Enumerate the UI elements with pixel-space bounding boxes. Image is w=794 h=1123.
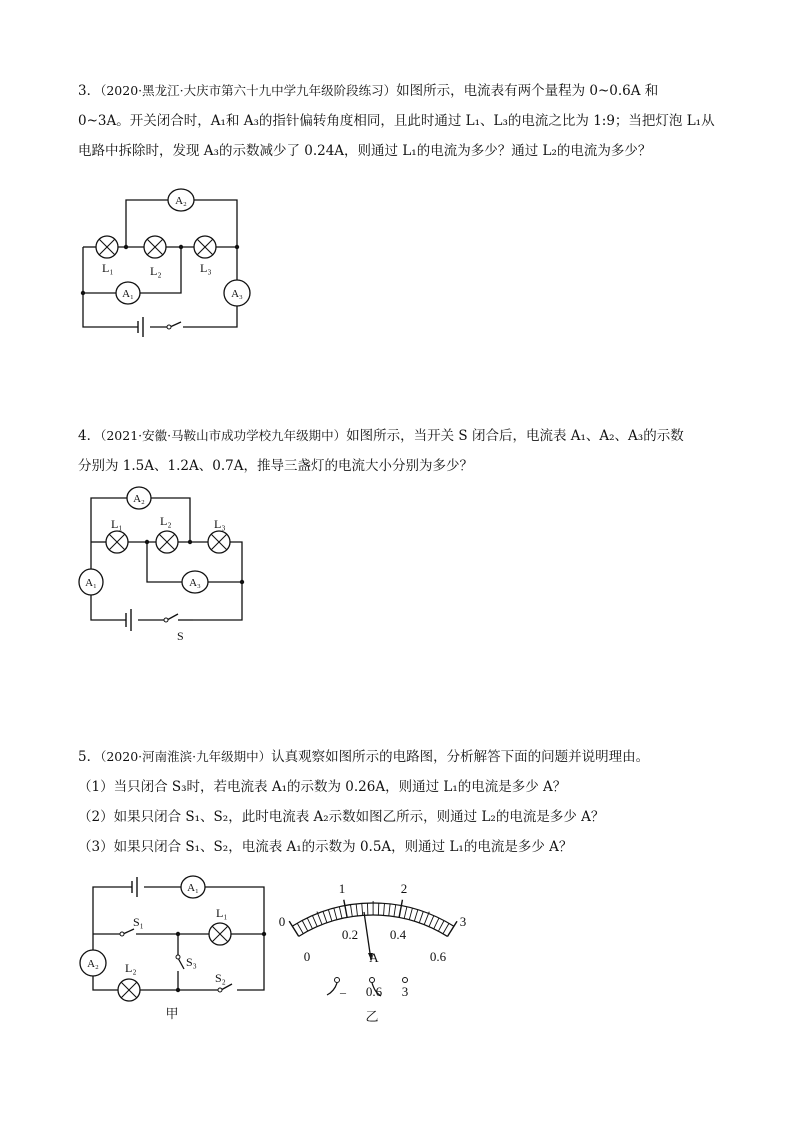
question-4-line-1: 4．（2021·安徽·马鞍山市成功学校九年级期中）如图所示，当开关 S 闭合后，电流表 A₁、A₂、A₃的示数 <box>78 428 684 444</box>
dial-tick <box>443 923 449 933</box>
question-5-subquestion-1: （1）当只闭合 S₃时，若电流表 A₁的示数为 0.26A，则通过 L₁的电流是多少 A？ <box>78 779 567 795</box>
terminal-negative: – <box>340 985 346 999</box>
inner-scale-0: 0 <box>303 949 311 964</box>
question-4-line-2: 分别为 1.5A、1.2A、0.7A，推导三盏灯的电流大小分别为多少？ <box>78 458 473 474</box>
label-a1: A₁ <box>122 288 134 300</box>
label-l1: L₁ <box>216 906 228 920</box>
label-s1: S₁ <box>133 915 144 929</box>
dial-tick <box>404 907 407 919</box>
outer-scale-0: 0 <box>278 914 286 929</box>
inner-scale-0-6: 0.6 <box>429 949 447 964</box>
dial-tick <box>356 904 357 916</box>
question-5-subquestion-3: （3）如果只闭合 S₁、S₂，电流表 A₁的示数为 0.5A，则通过 L₁的电流是多少 A？ <box>78 839 573 855</box>
dial-tick <box>312 916 317 927</box>
dial-tick <box>394 905 396 917</box>
label-l1: L₁ <box>111 517 123 531</box>
label-a1: A₁ <box>187 882 199 894</box>
dial-tick <box>424 912 429 925</box>
dial-tick <box>419 912 423 923</box>
question-5-line-1: 5．（2020·河南淮滨·九年级期中）认真观察如图所示的电路图，分析解答下面的问题并说明理由。 <box>78 749 650 765</box>
dial-tick <box>389 904 390 916</box>
dial-tick <box>302 920 308 931</box>
dial-tick <box>414 910 418 921</box>
label-s3: S₃ <box>186 955 197 969</box>
label-l1: L₁ <box>102 261 114 275</box>
dial-arc <box>299 915 448 936</box>
dial-tick <box>384 903 385 915</box>
dial-tick <box>334 908 337 920</box>
dial-tick <box>351 905 353 917</box>
dial-tick <box>317 912 322 925</box>
dial-tick <box>328 910 332 921</box>
inner-scale-0-2: 0.2 <box>341 927 359 942</box>
label-a2: A₂ <box>175 195 187 207</box>
dial-tick <box>429 916 434 927</box>
figure-caption-jia: 甲 <box>165 1006 179 1021</box>
dial-tick <box>297 923 303 933</box>
dial-tick <box>434 918 439 929</box>
dial-scale-ticks <box>289 900 457 937</box>
dial-unit: A <box>369 950 379 965</box>
label-l2: L₂ <box>160 514 172 528</box>
label-s2: S₂ <box>215 971 226 985</box>
dial-tick <box>399 900 402 918</box>
dial-tick <box>339 907 342 919</box>
dial-tick <box>323 911 327 922</box>
inner-scale-0-4: 0.4 <box>389 927 407 942</box>
label-a2: A₂ <box>133 493 145 505</box>
question-3-line-1: 3．（2020·黑龙江·大庆市第六十九中学九年级阶段练习）如图所示，电流表有两个量程为 0~0.6A 和 <box>78 83 659 99</box>
dial-tick <box>307 918 312 929</box>
label-l3: L₃ <box>214 517 226 531</box>
label-l2: L₂ <box>125 961 137 975</box>
label-a2: A₂ <box>87 958 99 970</box>
dial-tick <box>344 900 347 918</box>
outer-scale-3: 3 <box>459 914 467 929</box>
question-3-line-3: 电路中拆除时，发现 A₃的示数减少了 0.24A，则通过 L₁的电流为多少？通过 L₂的电流为多少？ <box>78 143 652 159</box>
question-3-line-2: 0~3A。开关闭合时，A₁和 A₃的指针偏转角度相同，且此时通过 L₁、L₃的电流之比为 1:9；当把灯泡 L₁从 <box>78 113 715 129</box>
label-a1: A₁ <box>85 577 97 589</box>
label-s: S <box>177 629 184 643</box>
figure-caption-yi: 乙 <box>365 1009 379 1024</box>
terminal-3: 3 <box>401 984 409 999</box>
label-l3: L₃ <box>200 261 212 275</box>
label-l2: L₂ <box>150 264 162 278</box>
label-a3: A₃ <box>189 577 201 589</box>
outer-scale-2: 2 <box>400 881 408 896</box>
label-a3: A₃ <box>231 288 243 300</box>
outer-scale-1: 1 <box>338 881 346 896</box>
question-5-subquestion-2: （2）如果只闭合 S₁、S₂，此时电流表 A₂示数如图乙所示，则通过 L₂的电流是多少 A？ <box>78 809 605 825</box>
dial-tick <box>409 908 412 920</box>
terminal-0-6: 0.6 <box>365 984 383 999</box>
dial-tick <box>362 903 363 915</box>
dial-tick <box>438 921 444 932</box>
